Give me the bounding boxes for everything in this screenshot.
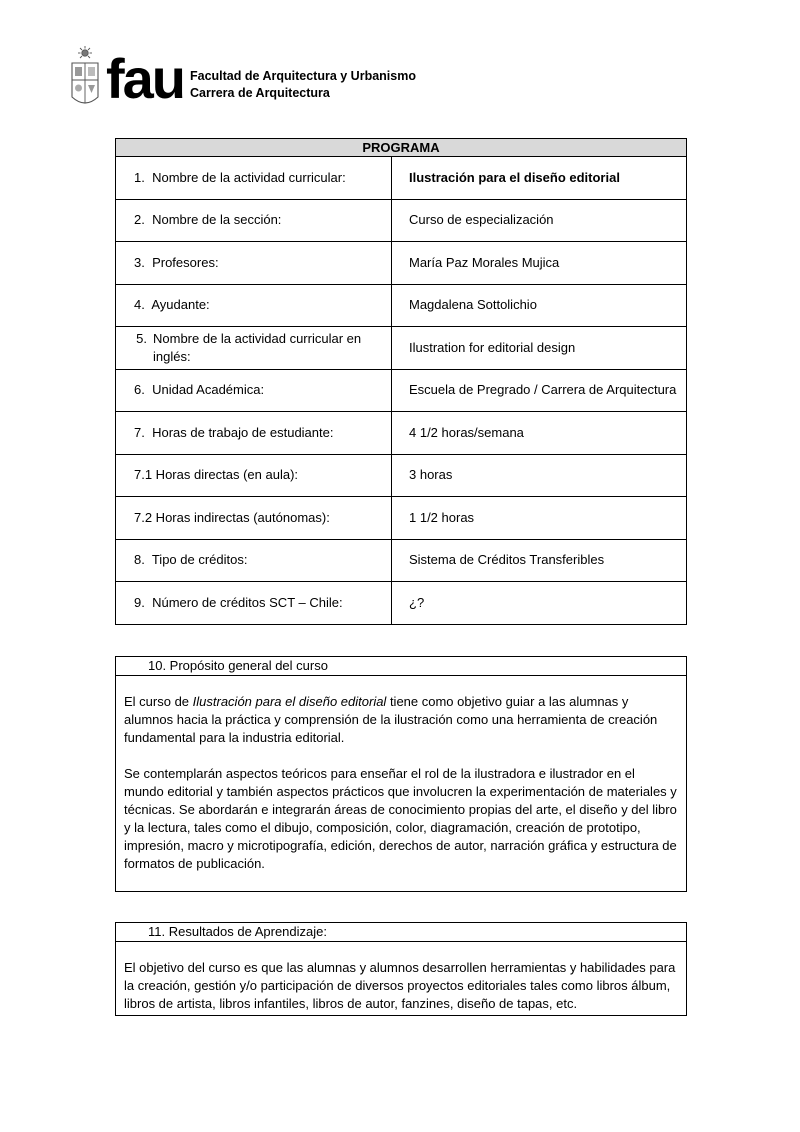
row-value: Sistema de Créditos Transferibles xyxy=(392,539,687,582)
institution-name xyxy=(190,68,416,102)
table-row xyxy=(116,327,687,370)
table-row xyxy=(116,369,687,412)
section-heading: 10. Propósito general del curso xyxy=(116,657,686,676)
row-value: 3 horas xyxy=(392,454,687,497)
row-number: 4. xyxy=(134,297,145,313)
course-name-value: Ilustración para el diseño editorial xyxy=(392,157,687,200)
row-label xyxy=(116,582,392,625)
programa-header-row xyxy=(116,139,687,157)
table-row xyxy=(116,157,687,200)
paragraph: El objetivo del curso es que las alumnas y alumnos desarrollen herramientas y habilidades para la creación, gestión y/o participación de diversos proyectos editoriales tales como libros álbum, libros de artista, libros infantiles, libros de autor, fanzines, diseño de tapas, etc. xyxy=(124,960,676,1011)
table-row xyxy=(116,582,687,625)
fau-logo: fau xyxy=(106,47,184,110)
paragraph-text: tiene como objetivo guiar a las alumnas y alumnos hacia la práctica y comprensión de la ilustración como una herramienta de creación fundamental para la industria editorial. xyxy=(124,694,658,745)
page-header xyxy=(68,45,468,111)
row-number: 8. xyxy=(134,552,145,568)
row-value: 4 1/2 horas/semana xyxy=(392,412,687,455)
row-value: Curso de especialización xyxy=(392,199,687,242)
programa-table xyxy=(115,138,687,625)
row-label-text: Número de créditos SCT – Chile: xyxy=(152,594,343,610)
row-value: María Paz Morales Mujica xyxy=(392,242,687,285)
row-label xyxy=(116,412,392,455)
proposito-section xyxy=(115,656,687,892)
row-number: 6. xyxy=(134,382,145,398)
table-row xyxy=(116,412,687,455)
row-label-text: Profesores: xyxy=(152,254,219,270)
row-label xyxy=(116,199,392,242)
row-label xyxy=(116,539,392,582)
table-row xyxy=(116,454,687,497)
row-label xyxy=(116,327,392,370)
table-row xyxy=(116,199,687,242)
career-name: Carrera de Arquitectura xyxy=(190,86,330,100)
row-number: 9. xyxy=(134,594,145,610)
programa-title: PROGRAMA xyxy=(116,139,687,157)
row-number: 2. xyxy=(134,212,145,228)
university-crest-icon xyxy=(68,45,102,111)
resultados-section xyxy=(115,922,687,1016)
row-label-text: Tipo de créditos: xyxy=(151,552,248,568)
table-row xyxy=(116,284,687,327)
table-row xyxy=(116,539,687,582)
row-label xyxy=(116,284,392,327)
row-label-text: Ayudante: xyxy=(151,297,210,313)
row-label-text: Nombre de la sección: xyxy=(152,212,282,228)
row-label: 7.2 Horas indirectas (autónomas): xyxy=(116,497,392,540)
row-number: 5. xyxy=(136,330,147,346)
row-number: 7. xyxy=(134,424,145,440)
row-label-text: Horas de trabajo de estudiante: xyxy=(152,424,334,440)
row-value: ¿? xyxy=(392,582,687,625)
paragraph xyxy=(124,693,678,747)
row-label-text: Unidad Académica: xyxy=(152,382,265,398)
row-value: 1 1/2 horas xyxy=(392,497,687,540)
row-value: Magdalena Sottolichio xyxy=(392,284,687,327)
section-body xyxy=(116,676,686,873)
row-label-text: Nombre de la actividad curricular: xyxy=(152,169,346,185)
paragraph-text: El curso de xyxy=(124,694,193,709)
row-label: 7.1 Horas directas (en aula): xyxy=(116,454,392,497)
section-body xyxy=(116,942,686,1013)
faculty-name: Facultad de Arquitectura y Urbanismo xyxy=(190,69,416,83)
section-heading: 11. Resultados de Aprendizaje: xyxy=(116,923,686,942)
row-number: 3. xyxy=(134,254,145,270)
row-label xyxy=(116,242,392,285)
row-label xyxy=(116,157,392,200)
row-value: Ilustration for editorial design xyxy=(392,327,687,370)
table-row xyxy=(116,242,687,285)
row-value: Escuela de Pregrado / Carrera de Arquitectura xyxy=(392,369,687,412)
paragraph: Se contemplarán aspectos teóricos para enseñar el rol de la ilustradora e ilustrador en el mundo editorial y también aspectos prácticos que involucren la experimentación de materiales y técnicas. Se abordarán e integrarán áreas de conocimiento propias del arte, el diseño y del libro y la lectura, tales como el dibujo, composición, color, diagramación, creación de prototipo, impresión, macro y microtipografía, edición, derechos de autor, narración gráfica y estructura de formatos de publicación. xyxy=(124,766,677,871)
table-row xyxy=(116,497,687,540)
row-label xyxy=(116,369,392,412)
row-number: 1. xyxy=(134,169,145,185)
course-title-italic: Ilustración para el diseño editorial xyxy=(192,694,387,709)
row-label-text: Nombre de la actividad curricular en inglés: xyxy=(153,330,362,364)
